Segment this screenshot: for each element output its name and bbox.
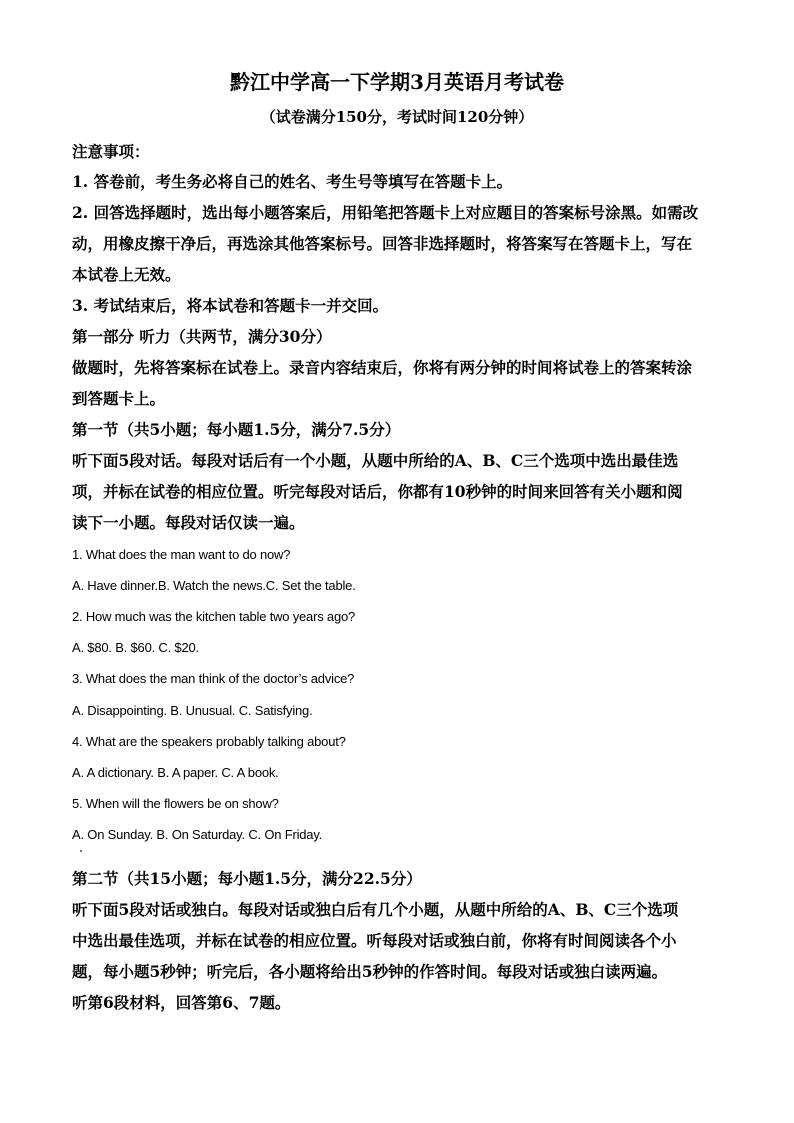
section2-instruction-line-3: 题，每小题5秒钟；听完后，各小题将给出5秒钟的作答时间。每段对话或独白读两遍。 xyxy=(72,962,668,981)
notice-item-3: 3. 考试结束后，将本试卷和答题卡一并交回。 xyxy=(72,296,389,315)
notice-item-2-line-3: 本试卷上无效。 xyxy=(72,265,181,284)
section2-instruction-line-1: 听下面5段对话或独白。每段对话或独白后有几个小题，从题中所给的A、B、C三个选项 xyxy=(72,900,679,919)
notice-heading: 注意事项： xyxy=(72,142,150,161)
question-1-text: 1. What does the man want to do now? xyxy=(72,547,291,562)
question-4-options: A. A dictionary. B. A paper. C. A book. xyxy=(72,765,279,780)
part1-heading: 第一部分 听力（共两节，满分30分） xyxy=(72,327,332,346)
part1-instruction-line-1: 做题时，先将答案标在试卷上。录音内容结束后，你将有两分钟的时间将试卷上的答案转涂 xyxy=(72,358,693,377)
section2-instruction-line-2: 中选出最佳选项，并标在试卷的相应位置。听每段对话或独白前，你将有时间阅读各个小 xyxy=(72,931,677,950)
section2-instruction-line-4: 听第6段材料，回答第6、7题。 xyxy=(72,993,291,1012)
question-2-text: 2. How much was the kitchen table two years ago? xyxy=(72,609,356,624)
question-2-options: A. $80. B. $60. C. $20. xyxy=(72,640,199,655)
question-5-text: 5. When will the flowers be on show? xyxy=(72,796,279,811)
section2-heading: 第二节（共15小题；每小题1.5分，满分22.5分） xyxy=(72,869,422,888)
question-1-options: A. Have dinner.B. Watch the news.C. Set the table. xyxy=(72,578,356,593)
part1-instruction-line-2: 到答题卡上。 xyxy=(72,389,166,408)
stray-dot-mark xyxy=(80,850,82,852)
section1-instruction-line-1: 听下面5段对话。每段对话后有一个小题，从题中所给的A、B、C三个选项中选出最佳选 xyxy=(72,451,679,470)
notice-item-1: 1. 答卷前，考生务必将自己的姓名、考生号等填写在答题卡上。 xyxy=(72,172,513,191)
section1-instruction-line-2: 项，并标在试卷的相应位置。听完每段对话后，你都有10秒钟的时间来回答有关小题和阅 xyxy=(72,482,683,501)
notice-item-2-line-1: 2. 回答选择题时，选出每小题答案后，用铅笔把答题卡上对应题目的答案标号涂黑。如需改 xyxy=(72,203,699,222)
page-subtitle: （试卷满分150分，考试时间120分钟） xyxy=(260,108,534,126)
question-3-options: A. Disappointing. B. Unusual. C. Satisfying. xyxy=(72,703,313,718)
section1-instruction-line-3: 读下一小题。每段对话仅读一遍。 xyxy=(72,513,305,532)
section1-heading: 第一节（共5小题；每小题1.5分，满分7.5分） xyxy=(72,420,401,439)
question-5-options: A. On Sunday. B. On Saturday. C. On Friday. xyxy=(72,827,323,842)
notice-item-2-line-2: 动，用橡皮擦干净后，再选涂其他答案标号。回答非选择题时，将答案写在答题卡上，写在 xyxy=(72,234,693,253)
question-4-text: 4. What are the speakers probably talking about? xyxy=(72,734,346,749)
question-3-text: 3. What does the man think of the doctor’s advice? xyxy=(72,671,355,686)
page-title: 黔江中学高一下学期3月英语月考试卷 xyxy=(230,70,564,94)
